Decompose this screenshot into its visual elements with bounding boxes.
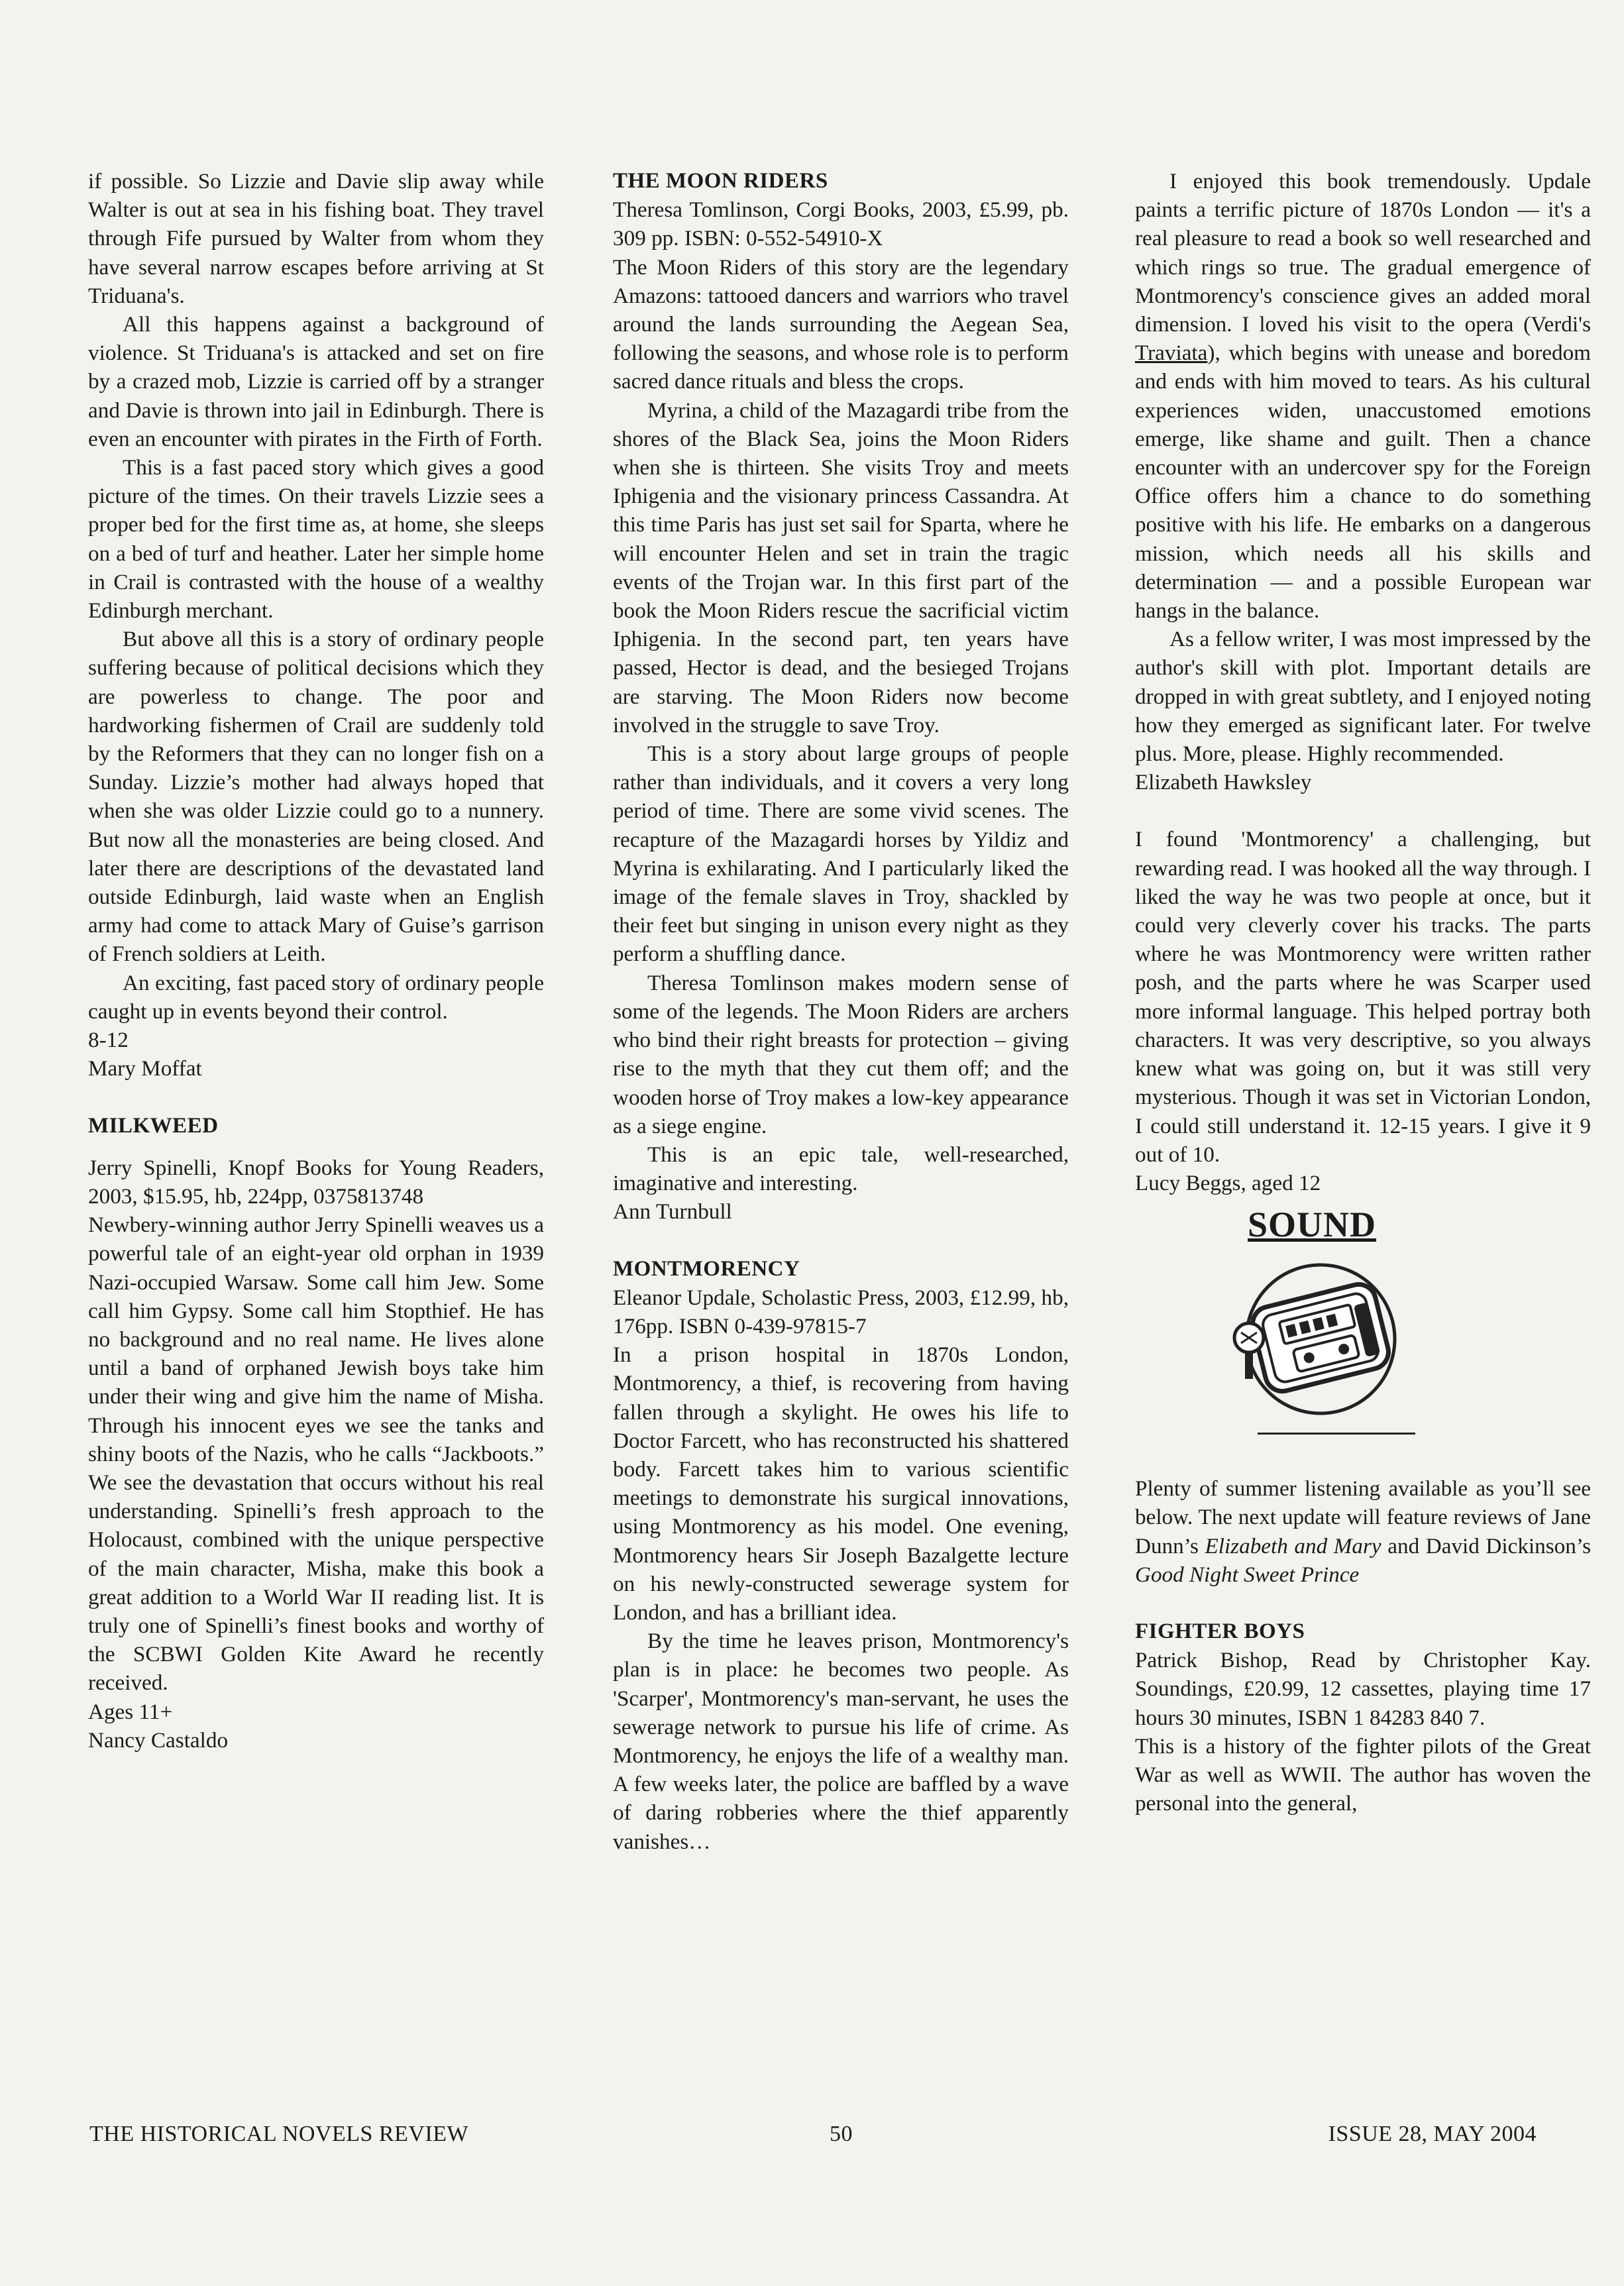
paragraph — [1135, 1474, 1591, 1589]
column-1 — [88, 167, 544, 1755]
paragraph: This is a history of the fighter pilots of the Great War as well as WWII. The author has woven the personal into the general, — [1135, 1733, 1591, 1816]
spacer — [88, 1140, 544, 1154]
paragraph: Myrina, a child of the Mazagardi tribe from the shores of the Black Sea, joins the Moon Riders when she is thirteen. She visits Troy and meets Iphigenia and the visionary princess Cassandra. At this time Paris has just set sail for Sparta, where he will encounter Helen and set in train the tragic events of the Trojan war. In this first part of the book the Moon Riders rescue the sacrificial victim Iphigenia. In the second part, ten years have passed, Hector is dead, and the besieged Trojans are starving. The Moon Riders now become involved in the struggle to save Troy. — [613, 398, 1069, 737]
paragraph: In a prison hospital in 1870s London, Montmorency, a thief, is recovering from having fallen through a skylight. He owes his life to Doctor Farcett, who has reconstructed his shattered body. Farcett takes him to various scientific meetings to demonstrate his surgical innovations, using Montmorency as his model. One evening, Montmorency hears Sir Joseph Bazalgette lecture on his newly-constructed sewerage system for London, and has a brilliant idea. — [613, 1342, 1069, 1625]
paragraph: Newbery-winning author Jerry Spinelli weaves us a powerful tale of an eight-year old orphan in 1939 Nazi-occupied Warsaw. Some call him Jew. Some call him Gypsy. Some call him Stopthief. He has no background and no real name. He lives alone until a band of orphaned Jewish boys take him under their wing and give him the name of Misha. Through his innocent eyes we see the tanks and shiny boots of the Nazis, who he calls “Jackboots.” We see the devastation that occurs without his real understanding. Spinelli’s fresh approach to the Holocaust, combined with the unique perspective of the main character, Misha, make this book a great addition to a World War II reading list. It is truly one of Spinelli’s finest books and worthy of the SCBWI Golden Kite Award he recently received. — [88, 1213, 544, 1696]
spacer — [88, 1083, 544, 1112]
bibliographic-info: Patrick Bishop, Read by Christopher Kay. Soundings, £20.99, 12 cassettes, playing time 17 hours 30 minutes, ISBN 1 84283 840 7. — [1135, 1648, 1591, 1730]
publication-name: THE HISTORICAL NOVELS REVIEW — [89, 2122, 469, 2146]
review-title-montmorency: MONTMORENCY — [613, 1256, 800, 1281]
spacer — [1135, 1446, 1591, 1474]
paragraph: As a fellow writer, I was most impressed by the author's skill with plot. Important details are dropped in with great subtlety, and I enjoyed noting how they emerged as significant later. For twelve plus. More, please. Highly recommended. — [1135, 627, 1591, 767]
review-title-milkweed: MILKWEED — [88, 1113, 219, 1138]
book-title: Elizabeth and Mary — [1205, 1533, 1381, 1558]
paragraph: This is an epic tale, well-researched, imaginative and interesting. — [613, 1142, 1069, 1196]
reviewer-name: Lucy Beggs, aged 12 — [1135, 1170, 1321, 1195]
age-range: Ages 11+ — [88, 1699, 173, 1724]
sound-section-header — [1135, 1205, 1591, 1446]
paragraph: This is a fast paced story which gives a good picture of the times. On their travels Lizzie sees a proper bed for the first time as, at home, she sleeps on a bed of turf and heather. Later her simple home in Crail is contrasted with the house of a wealthy Edinburgh merchant. — [88, 455, 544, 624]
paragraph: But above all this is a story of ordinary people suffering because of political decisions which they are powerless to change. The poor and hardworking fishermen of Crail are suddenly told by the Reformers that they can no longer fish on a Sunday. Lizzie’s mother had always hoped that when she was older Lizzie could go to a nunnery. But now all the monasteries are being closed. And later there are descriptions of the devastated land outside Edinburgh, laid waste when an English army had come to attack Mary of Guise’s garrison of French soldiers at Leith. — [88, 627, 544, 967]
text-run: Plenty of summer listening available as you’ll see below. The next update will feature reviews of Jane Dunn’s — [1135, 1476, 1591, 1558]
review-title-moon-riders: THE MOON RIDERS — [613, 169, 828, 193]
reviewer-name: Ann Turnbull — [613, 1199, 732, 1225]
bibliographic-info: Eleanor Updale, Scholastic Press, 2003, £12.99, hb, 176pp. ISBN 0-439-97815-7 — [613, 1285, 1069, 1338]
text-run: ), which begins with unease and boredom and ends with him moved to tears. As his cultural experiences widen, unaccustomed emotions emerge, like shame and guilt. Then a chance encounter with an undercover spy for the Foreign Office offers him a chance to do something positive with his life. He embarks on a dangerous mission, which needs all his skills and determination — and a possible European war hangs in the balance. — [1135, 341, 1591, 624]
paragraph: Theresa Tomlinson makes modern sense of some of the legends. The Moon Riders are archers who bind their right breasts for protection – giving rise to the myth that they cut them off; and the wooden horse of Troy makes a low-key appearance as a siege engine. — [613, 970, 1069, 1138]
spacer — [1135, 1589, 1591, 1617]
age-range: 8-12 — [88, 1028, 129, 1053]
opera-title: Traviata — [1135, 341, 1208, 366]
paragraph: An exciting, fast paced story of ordinary people caught up in events beyond their control. — [88, 970, 544, 1024]
issue-info: ISSUE 28, MAY 2004 — [1328, 2122, 1537, 2146]
paragraph: All this happens against a background of violence. St Triduana's is attacked and set on fire by a crazed mob, Lizzie is carried off by a stranger and Davie is thrown into jail in Edinburgh. There is even an encounter with pirates in the Firth of Forth. — [88, 312, 544, 451]
paragraph: if possible. So Lizzie and Davie slip away while Walter is out at sea in his fishing boat. They travel through Fife pursued by Walter from whom they have several narrow escapes before arriving at St Triduana's. — [88, 169, 544, 308]
divider — [1258, 1433, 1415, 1435]
reviewer-name: Mary Moffat — [88, 1056, 202, 1081]
spacer — [613, 1226, 1069, 1255]
column-2 — [613, 167, 1069, 1856]
cassette-player-icon — [1221, 1258, 1413, 1417]
bibliographic-info: Theresa Tomlinson, Corgi Books, 2003, £5.99, pb. 309 pp. ISBN: 0-552-54910-X — [613, 197, 1069, 251]
paragraph: By the time he leaves prison, Montmorency's plan is in place: he becomes two people. As 'Scarper', Montmorency's man-servant, he uses the sewerage network to pursue his life of crime. As Montmorency, he enjoys the life of a wealthy man. A few weeks later, the police are baffled by a wave of daring robberies where the thief apparently vanishes… — [613, 1629, 1069, 1854]
text-run: and David Dickinson’s — [1381, 1533, 1592, 1558]
paragraph: This is a story about large groups of people rather than individuals, and it covers a very long period of time. There are some vivid scenes. The recapture of the Mazagardi horses by Yildiz and Myrina is exhilarating. And I particularly liked the image of the female slaves in Troy, shackled by their feet but singing in unison every night as they perform a shuffling dance. — [613, 741, 1069, 967]
bibliographic-info: Jerry Spinelli, Knopf Books for Young Readers, 2003, $15.95, hb, 224pp, 0375813748 — [88, 1155, 544, 1209]
reviewer-name: Elizabeth Hawksley — [1135, 770, 1312, 795]
page-number: 50 — [830, 2122, 853, 2146]
spacer — [1135, 796, 1591, 825]
text-run: I enjoyed this book tremendously. Updale paints a terrific picture of 1870s London — it's a real pleasure to read a book so well researched and which rings so true. The gradual emergence of Montmorency's conscience gives an added moral dimension. I loved his visit to the opera (Verdi's — [1135, 169, 1591, 337]
column-3 — [1135, 167, 1591, 1818]
section-title-sound: SOUND — [1248, 1205, 1377, 1245]
paragraph: I found 'Montmorency' a challenging, but rewarding read. I was hooked all the way through. I liked the way he was two people at once, but it could very cleverly cover his tracks. The parts where he was Montmorency were written rather posh, and the parts where he was Scarper used more informal language. This helped portray both characters. It was very descriptive, so you always knew what was going on, but it was still very mysterious. Though it was set in Victorian London, I could still understand it. 12-15 years. I give it 9 out of 10. — [1135, 827, 1591, 1167]
review-title-fighter-boys: FIGHTER BOYS — [1135, 1619, 1305, 1643]
paragraph — [1135, 167, 1591, 625]
book-title: Good Night Sweet Prince — [1135, 1562, 1360, 1587]
reviewer-name: Nancy Castaldo — [88, 1727, 229, 1753]
paragraph: The Moon Riders of this story are the legendary Amazons: tattooed dancers and warriors who travel around the lands surrounding the Aegean Sea, following the seasons, and whose role is to perform sacred dance rituals and bless the crops. — [613, 254, 1069, 394]
